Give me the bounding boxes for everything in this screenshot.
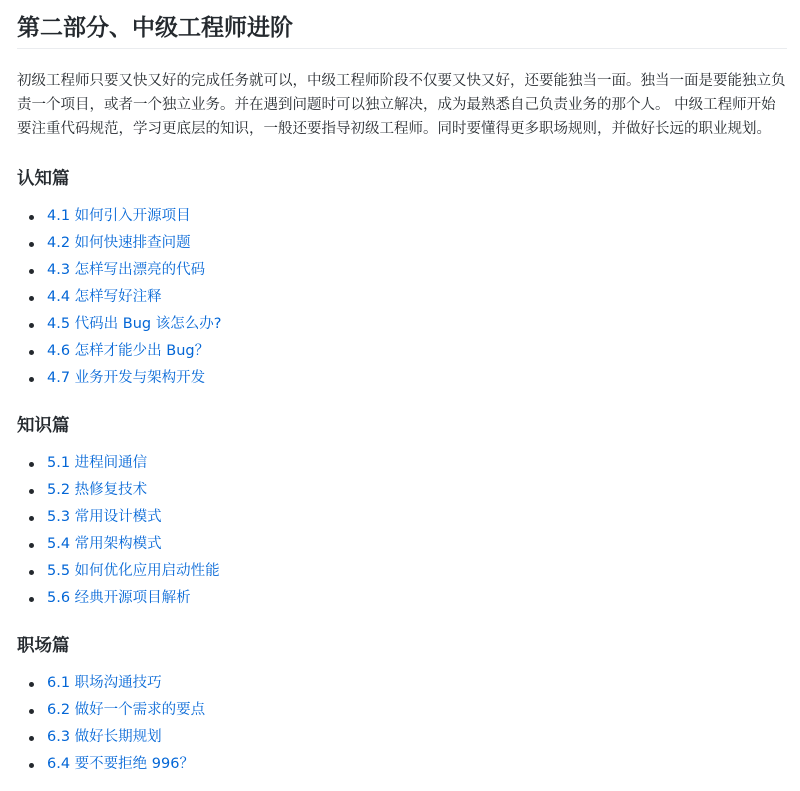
toc-link[interactable]: 4.3 怎样写出漂亮的代码	[47, 262, 206, 278]
list-item	[47, 670, 787, 697]
bullet-icon	[29, 215, 34, 220]
list-item	[47, 558, 787, 585]
toc-link[interactable]: 6.4 要不要拒绝 996？	[47, 756, 194, 772]
list-item	[47, 338, 787, 365]
toc-link[interactable]: 5.4 常用架构模式	[47, 536, 162, 552]
list-item	[47, 257, 787, 284]
toc-link[interactable]: 4.7 业务开发与架构开发	[47, 370, 206, 386]
toc-link[interactable]: 4.5 代码出 Bug 该怎么办?	[47, 316, 222, 332]
list-item	[47, 311, 787, 338]
bullet-icon	[29, 570, 34, 575]
list-item	[47, 450, 787, 477]
toc-link[interactable]: 6.2 做好一个需求的要点	[47, 702, 206, 718]
list-item	[47, 230, 787, 257]
bullet-icon	[29, 597, 34, 602]
toc-link[interactable]: 5.2 热修复技术	[47, 482, 148, 498]
toc-link[interactable]: 5.6 经典开源项目解析	[47, 590, 191, 606]
bullet-icon	[29, 516, 34, 521]
toc-link[interactable]: 5.5 如何优化应用启动性能	[47, 563, 220, 579]
toc-link[interactable]: 5.1 进程间通信	[47, 455, 148, 471]
list-item	[47, 477, 787, 504]
list-item	[47, 203, 787, 230]
toc-link[interactable]: 4.1 如何引入开源项目	[47, 208, 191, 224]
section-heading-workplace: 职场篇	[17, 636, 70, 656]
toc-link[interactable]: 4.4 怎样写好注释	[47, 289, 162, 305]
toc-link[interactable]: 4.2 如何快速排查问题	[47, 235, 191, 251]
list-item	[47, 284, 787, 311]
bullet-icon	[29, 242, 34, 247]
section-heading-knowledge: 知识篇	[17, 416, 70, 436]
list-item	[47, 585, 787, 612]
list-item	[47, 504, 787, 531]
bullet-icon	[29, 709, 34, 714]
document-content	[17, 0, 787, 778]
toc-link[interactable]: 4.6 怎样才能少出 Bug？	[47, 343, 210, 359]
section-heading-cognition: 认知篇	[17, 169, 70, 189]
list-item	[47, 751, 787, 778]
intro-paragraph: 初级工程师只要又快又好的完成任务就可以，中级工程师阶段不仅要又快又好，还要能独当一面。独当一面是要能独立负责一个项目，或者一个独立业务。并在遇到问题时可以独立解决，成为最熟悉自己负责业务的那个人。 中级工程师开始要注重代码规范，学习更底层的知识，一般还要指导初级工程师。同时要懂得更多职场规则，并做好长远的职业规划。	[17, 73, 786, 137]
bullet-icon	[29, 489, 34, 494]
toc-link[interactable]: 6.1 职场沟通技巧	[47, 675, 162, 691]
bullet-icon	[29, 296, 34, 301]
toc-link[interactable]: 6.3 做好长期规划	[47, 729, 162, 745]
list-item	[47, 697, 787, 724]
list-item	[47, 531, 787, 558]
bullet-icon	[29, 323, 34, 328]
bullet-icon	[29, 269, 34, 274]
page-title: 第二部分、中级工程师进阶	[17, 0, 787, 49]
bullet-icon	[29, 462, 34, 467]
bullet-icon	[29, 682, 34, 687]
toc-link[interactable]: 5.3 常用设计模式	[47, 509, 162, 525]
bullet-icon	[29, 763, 34, 768]
bullet-icon	[29, 377, 34, 382]
list-item	[47, 724, 787, 751]
bullet-icon	[29, 736, 34, 741]
list-item	[47, 365, 787, 392]
section-list-workplace	[17, 670, 787, 778]
bullet-icon	[29, 543, 34, 548]
section-list-knowledge	[17, 450, 787, 612]
section-list-cognition	[17, 203, 787, 392]
bullet-icon	[29, 350, 34, 355]
